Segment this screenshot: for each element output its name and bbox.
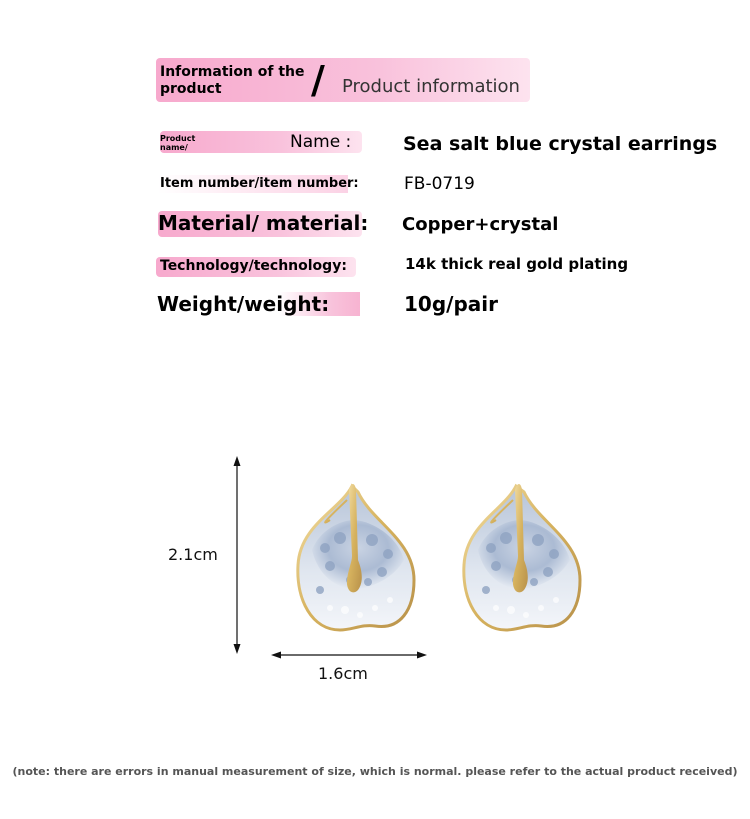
measurement-note: (note: there are errors in manual measurement of size, which is normal. please refer to the actual product received): [12, 765, 738, 778]
earrings-product-image: [0, 440, 750, 700]
technology-value: 14k thick real gold plating: [405, 255, 629, 273]
weight-value: 10g/pair: [404, 292, 498, 316]
left-earring: [298, 484, 414, 630]
item-number-label: Item number/item number:: [160, 176, 359, 191]
width-dimension-label: 1.6cm: [318, 664, 368, 683]
header-left-title: [160, 64, 305, 98]
header-right-title: Product information: [342, 76, 520, 97]
width-arrow: [271, 652, 427, 659]
right-earring: [464, 484, 580, 630]
header-left-line1: Information of the: [160, 64, 305, 80]
header-slash: /: [311, 58, 325, 102]
weight-label: Weight/weight:: [157, 292, 330, 316]
item-number-value: FB-0719: [404, 174, 475, 194]
name-label-small: [160, 134, 195, 152]
height-arrow: [234, 456, 241, 654]
name-value: Sea salt blue crystal earrings: [403, 133, 718, 155]
material-value: Copper+crystal: [402, 214, 559, 235]
material-label: Material/ material:: [158, 211, 369, 235]
header-left-line2: product: [160, 81, 222, 97]
name-label: Name :: [290, 132, 352, 152]
name-label-small-line2: name/: [160, 143, 188, 152]
name-label-small-line1: Product: [160, 134, 196, 143]
height-dimension-label: 2.1cm: [168, 545, 218, 564]
technology-label: Technology/technology:: [160, 258, 347, 274]
